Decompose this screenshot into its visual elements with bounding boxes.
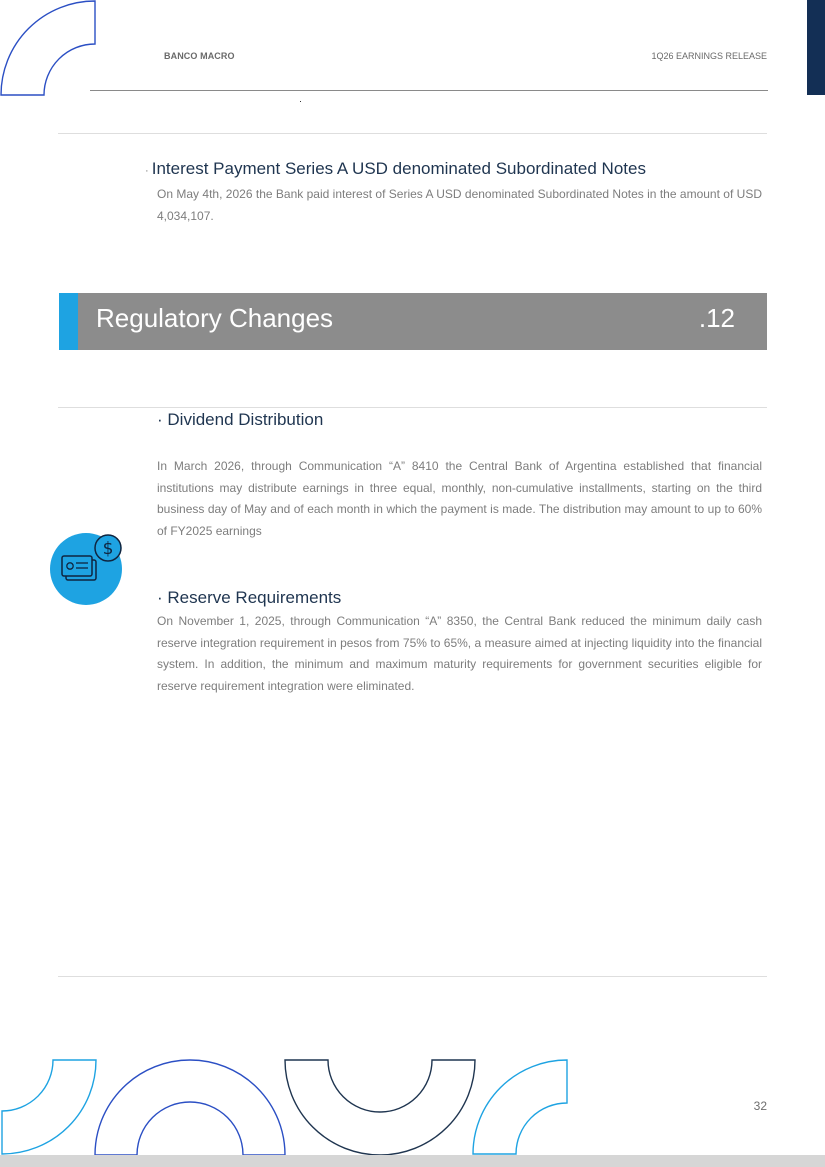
section-divider-2	[58, 407, 767, 408]
decorative-arcs-bottom	[0, 1055, 600, 1160]
bullet-dot: ·	[157, 588, 168, 607]
dividend-heading	[157, 410, 323, 430]
bullet-dot: ·	[145, 165, 152, 177]
svg-text:$: $	[102, 539, 114, 559]
side-tab-marker	[807, 0, 825, 95]
section-number: .12	[698, 303, 735, 333]
section-banner	[59, 293, 767, 350]
decorative-arc-top-left	[0, 0, 100, 100]
header-dot	[300, 101, 301, 102]
header-divider	[90, 90, 768, 91]
money-check-dollar-icon	[48, 531, 128, 607]
footer-bar	[0, 1155, 825, 1167]
interest-payment-heading	[145, 159, 646, 179]
section-title: Regulatory Changes	[96, 303, 334, 333]
dividend-body: In March 2026, through Communication “A” 8410 the Central Bank of Argentina established that financial institutions may distribute earnings in three equal, monthly, non-cumulative installments, starting on the third business day of May and of each month in which the payment is made. The distribution may amount to up to 60% of FY2025 earnings	[157, 459, 762, 538]
section-divider-1	[58, 133, 767, 134]
reserve-heading	[157, 588, 341, 608]
interest-payment-title: Interest Payment Series A USD denominated Subordinated Notes	[151, 159, 646, 178]
report-title: 1Q26 EARNINGS RELEASE	[651, 51, 767, 61]
reserve-body: On November 1, 2025, through Communication “A” 8350, the Central Bank reduced the minimum daily cash reserve integration requirement in pesos from 75% to 65%, a measure aimed at injecting liquidity into the financial system. In addition, the minimum and maximum maturity requirements for government securities eligible for reserve requirement integration were eliminated.	[157, 614, 762, 693]
page-number: 32	[753, 1099, 767, 1113]
section-divider-3	[58, 976, 767, 977]
bullet-dot: ·	[157, 410, 168, 429]
reserve-title: Reserve Requirements	[167, 588, 342, 607]
dividend-title: Dividend Distribution	[167, 410, 324, 429]
interest-payment-body: On May 4th, 2026 the Bank paid interest of Series A USD denominated Subordinated Notes in the amount of USD 4,034,107.	[157, 187, 762, 223]
company-name: BANCO MACRO	[164, 51, 235, 61]
banner-accent-bar	[59, 293, 78, 350]
